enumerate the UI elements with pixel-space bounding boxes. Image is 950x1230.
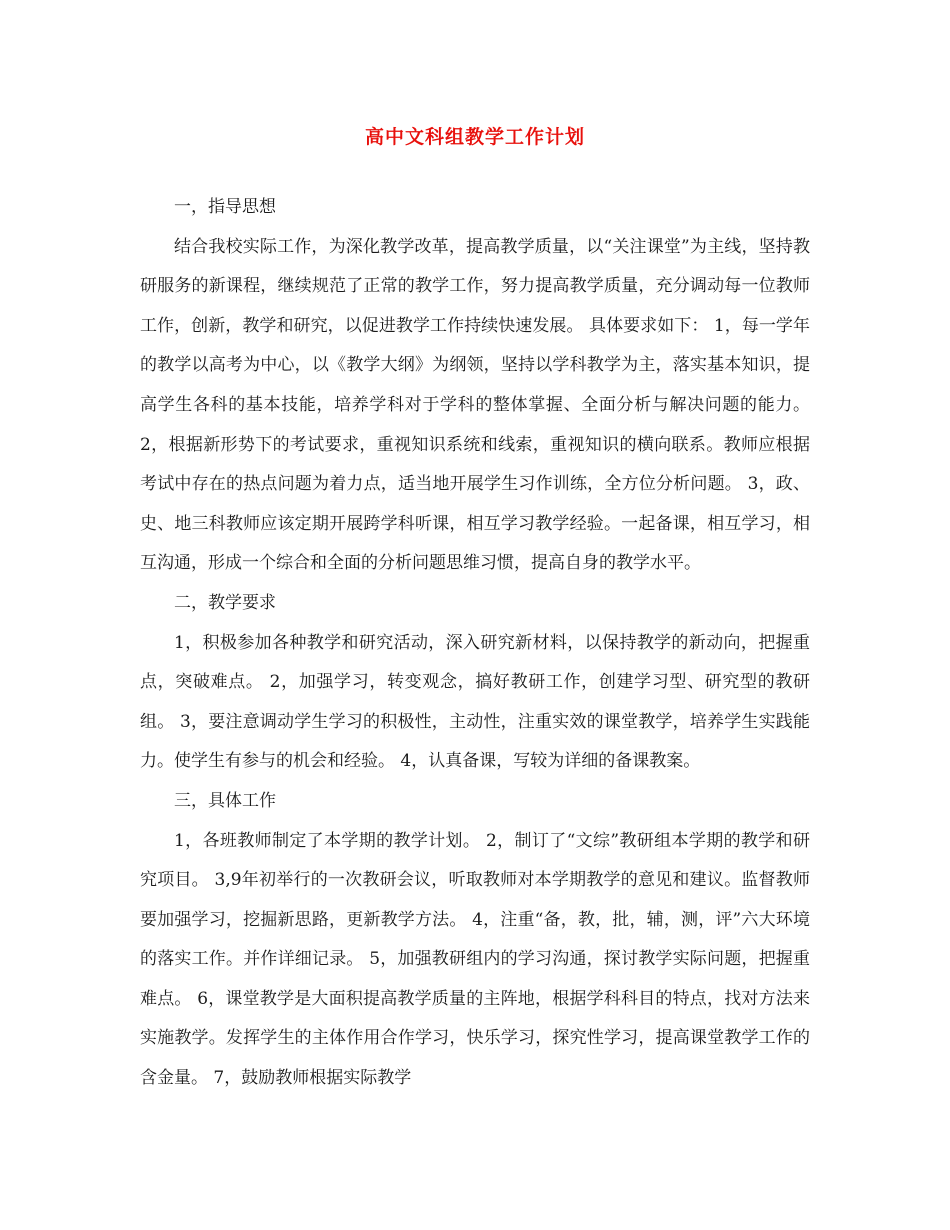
paragraph-specific-work: 1，各班教师制定了本学期的教学计划。 2，制订了“文综”教研组本学期的教学和研究项目。 3,9年初举行的一次教研会议，听取教师对本学期教学的意见和建议。监督教师要加强学习，挖掘新思路，更新教学方法。 4，注重“备，教，批，辅，测，评”六大环境的落实工作。并作详细记录。 5，加强教研组内的学习沟通，探讨教学实际问题，把握重难点。 6，课堂教学是大面积提高教学质量的主阵地，根据学科科目的特点，找对方法来实施教学。发挥学生的主体作用合作学习，快乐学习，探究性学习，提高课堂教学工作的含金量。 7，鼓励教师根据实际教学 <box>140 830 810 1089</box>
section-heading-guiding-thought: 一，指导思想 <box>174 197 276 217</box>
section-heading-specific-work: 三，具体工作 <box>174 790 276 811</box>
paragraph-teaching-requirements: 1，积极参加各种教学和研究活动，深入研究新材料，以保持教学的新动向，把握重点，突破难点。 2，加强学习，转变观念，搞好教研工作，创建学习型、研究型的教研组。 3，要注意调动学生学习的积极性，主动性，注重实效的课堂教学，培养学生实践能力。使学生有参与的机会和经验。 4，认真备课，写较为详细的备课教案。 <box>140 632 810 772</box>
paragraph-guiding-thought: 结合我校实际工作，为深化教学改革，提高教学质量，以“关注课堂”为主线，坚持教研服务的新课程，继续规范了正常的教学工作，努力提高教学质量，充分调动每一位教师工作，创新，教学和研究，以促进教学工作持续快速发展。 具体要求如下： 1，每一学年的教学以高考为中心，以《教学大纲》为纲领，坚持以学科教学为主，落实基本知识，提高学生各科的基本技能，培养学科对于学科的整体掌握、全面分析与解决问题的能力。 2，根据新形势下的考试要求，重视知识系统和线索，重视知识的横向联系。教师应根据考试中存在的热点问题为着力点，适当地开展学生习作训练，全方位分析问题。 3，政、史、地三科教师应该定期开展跨学科听课，相互学习教学经验。一起备课，相互学习，相互沟通，形成一个综合和全面的分析问题思维习惯，提高自身的教学水平。 <box>140 236 810 574</box>
section-heading-teaching-requirements: 二，教学要求 <box>174 592 276 613</box>
document-body <box>140 188 810 1099</box>
document-title: 高中文科组教学工作计划 <box>364 126 585 148</box>
